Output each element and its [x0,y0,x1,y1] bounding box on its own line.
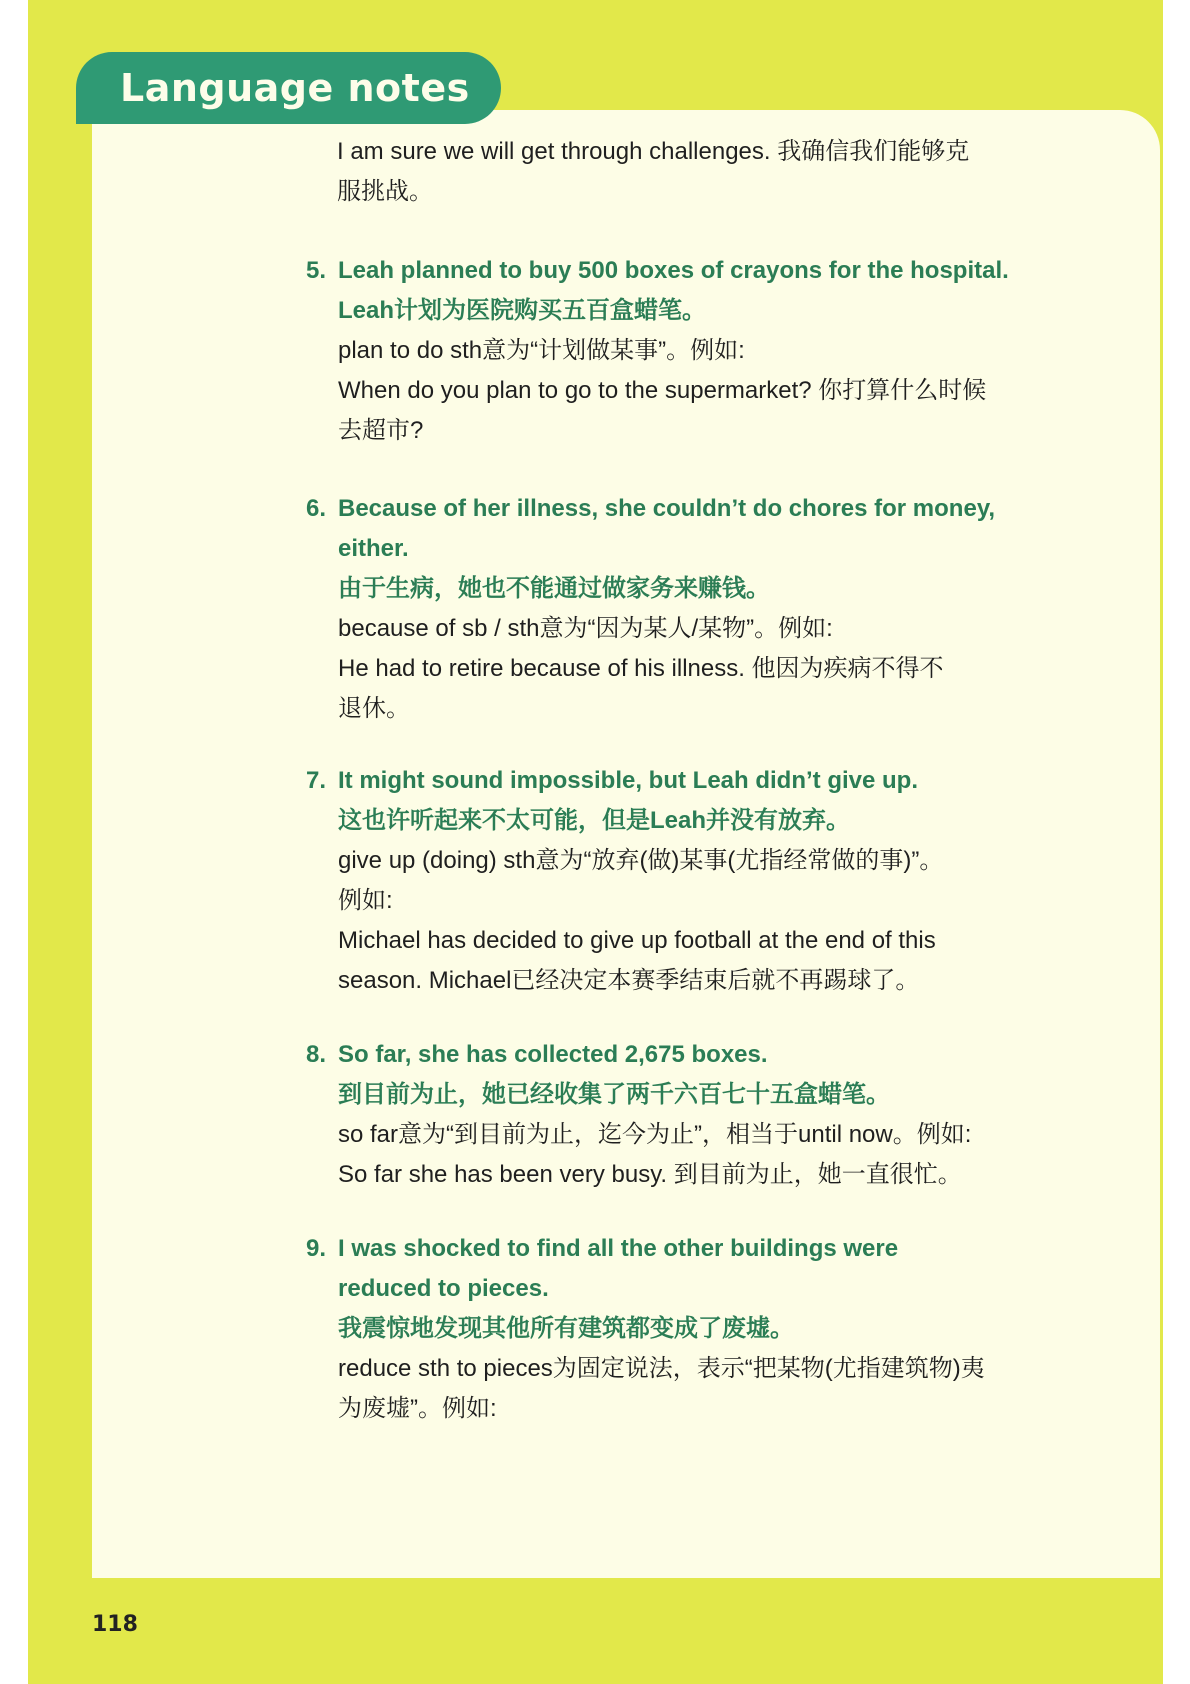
note-body-line: So far she has been very busy. 到目前为止，她一直很忙。 [338,1161,962,1188]
note-title-en: reduced to pieces. [338,1275,549,1302]
note-title-zh: 到目前为止，她已经收集了两千六百七十五盒蜡笔。 [338,1081,890,1108]
note-body-line: Michael has decided to give up football at the end of this [338,927,936,954]
note-body-line: because of sb / sth意为“因为某人/某物”。例如: [338,615,833,642]
note-title-en: Leah planned to buy 500 boxes of crayons for the hospital. [338,257,1009,284]
note-body-line: 去超市? [338,417,424,444]
notes-content [92,110,1160,1578]
note-number: 7. [305,767,326,794]
note-title-zh: Leah计划为医院购买五百盒蜡笔。 [338,297,707,324]
note-title-zh: 这也许听起来不太可能，但是Leah并没有放弃。 [338,807,851,834]
note-title-en: Because of her illness, she couldn’t do chores for money, [338,495,996,522]
note-body-line: 退休。 [338,695,410,722]
note-body-line: reduce sth to pieces为固定说法，表示“把某物(尤指建筑物)夷 [338,1355,985,1382]
note-title-en: So far, she has collected 2,675 boxes. [338,1041,768,1068]
note-body-line: 例如: [338,887,393,914]
section-title: Language notes [120,66,470,110]
note-title-en: It might sound impossible, but Leah didn’t give up. [338,767,918,794]
note-number: 5. [305,257,326,284]
note-title-en: I was shocked to find all the other buildings were [338,1235,899,1262]
note-body-line: He had to retire because of his illness. 他因为疾病不得不 [338,655,944,682]
note-title-zh: 由于生病，她也不能通过做家务来赚钱。 [338,575,770,602]
note-title-en: either. [338,535,409,562]
note-body-line: give up (doing) sth意为“放弃(做)某事(尤指经常做的事)”。 [338,847,944,874]
note-body-line: When do you plan to go to the supermarket? 你打算什么时候 [338,377,987,404]
note-body-line: so far意为“到目前为止，迄今为止”，相当于until now。例如: [338,1121,972,1148]
note-body-line: season. Michael已经决定本赛季结束后就不再踢球了。 [338,967,920,994]
intro-line-2: 服挑战。 [337,178,433,205]
note-number: 9. [305,1235,326,1262]
page-number: 118 [92,1612,138,1637]
note-body-line: 为废墟”。例如: [338,1395,497,1422]
note-number: 8. [305,1041,326,1068]
note-number: 6. [305,495,326,522]
note-title-zh: 我震惊地发现其他所有建筑都变成了废墟。 [338,1315,794,1342]
intro-line-1: I am sure we will get through challenges. 我确信我们能够克 [337,138,970,165]
note-body-line: plan to do sth意为“计划做某事”。例如: [338,337,745,364]
